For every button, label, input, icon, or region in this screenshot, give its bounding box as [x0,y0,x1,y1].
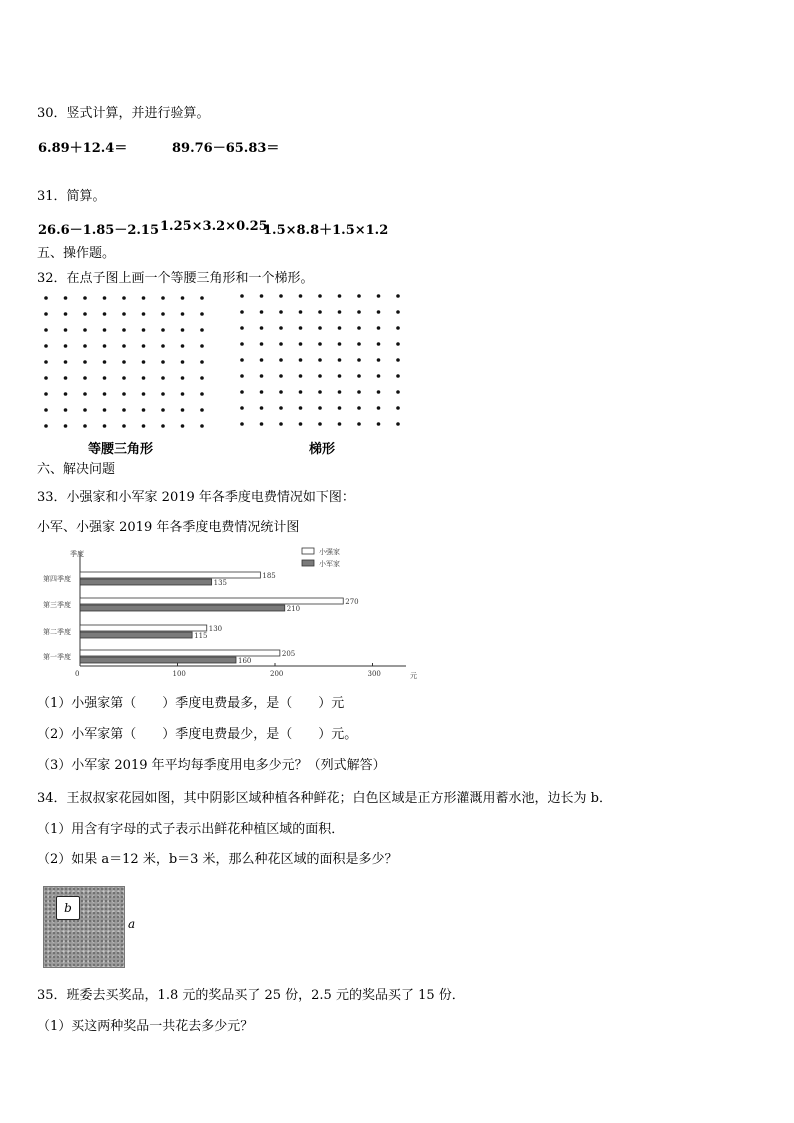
bar-value-label: 185 [262,572,276,580]
grid-dot [396,342,400,346]
grid-dot [240,358,244,362]
legend-label: 小军家 [319,560,340,568]
grid-dot [338,310,342,314]
grid-dot [103,328,107,332]
q31-expr-2: 1.25×3.2×0.25 [160,219,268,234]
grid-dot [103,312,107,316]
grid-dot [299,390,303,394]
grid-dot [279,390,283,394]
grid-dot [181,328,185,332]
grid-dot [44,296,48,300]
grid-dot [279,374,283,378]
grid-dot [142,312,146,316]
category-label: 第一季度 [43,653,71,661]
section-6-heading: 六、解决问题 [37,462,116,477]
grid-dot [318,294,322,298]
grid-dot [338,294,342,298]
grid-dot [299,294,303,298]
bar-xiaojun [80,632,192,638]
section-5-heading: 五、操作题。 [37,246,116,261]
grid-dot [279,406,283,410]
grid-dot [161,360,165,364]
grid-dot [338,422,342,426]
grid-dot [44,392,48,396]
grid-dot [299,358,303,362]
grid-dot [161,408,165,412]
legend-swatch [302,548,314,554]
grid-dot [142,328,146,332]
grid-dot [64,296,68,300]
q34-sub-2: （2）如果 a＝12 米，b＝3 米，那么种花区域的面积是多少？ [37,852,398,867]
grid-dot [318,422,322,426]
legend-label: 小强家 [319,548,340,556]
grid-dot [338,326,342,330]
q35-sub-1: （1）买这两种奖品一共花去多少元？ [37,1019,254,1034]
grid-dot [338,406,342,410]
grid-dot [122,328,126,332]
q31-title: 31．简算。 [37,189,106,204]
category-label: 第四季度 [43,575,71,583]
grid-dot [357,374,361,378]
q34-title: 34．王叔叔家花园如图，其中阴影区域种植各种鲜花；白色区域是正方形灌溉用蓄水池，边长为 b． [37,791,612,806]
grid-dot [377,358,381,362]
grid-dot [44,312,48,316]
grid-dot [377,390,381,394]
grid-dot [200,328,204,332]
grid-dot [338,390,342,394]
grid-dot [200,296,204,300]
grid-dot [318,374,322,378]
dot-grid-left-label: 等腰三角形 [88,442,154,457]
bar-value-label: 115 [194,632,208,640]
grid-dot [103,296,107,300]
grid-dot [181,392,185,396]
bar-value-label: 135 [213,579,227,587]
grid-dot [396,422,400,426]
grid-dot [142,344,146,348]
grid-dot [142,392,146,396]
bar-xiaojun [80,605,285,611]
grid-dot [64,408,68,412]
grid-dot [377,342,381,346]
grid-dot [260,374,264,378]
bar-value-label: 270 [345,598,359,606]
garden-diagram [43,886,125,968]
category-label: 第三季度 [43,601,71,609]
grid-dot [279,326,283,330]
x-tick-label: 0 [75,670,80,678]
grid-dot [64,392,68,396]
q31-expr-1: 26.6－1.85－2.15 [38,223,159,238]
bar-xiaojun [80,657,236,663]
grid-dot [83,408,87,412]
q34-sub-1: （1）用含有字母的式子表示出鲜花种植区域的面积． [37,822,345,837]
y-axis-label: 季度 [70,550,84,558]
grid-dot [357,422,361,426]
grid-dot [142,376,146,380]
grid-dot [200,408,204,412]
grid-dot [64,360,68,364]
grid-dot [260,390,264,394]
grid-dot [83,360,87,364]
category-label: 第二季度 [43,628,71,636]
q33-title: 33．小强家和小军家 2019 年各季度电费情况如下图： [37,490,355,505]
grid-dot [181,360,185,364]
grid-dot [260,342,264,346]
pool-square: b [56,896,80,920]
grid-dot [64,344,68,348]
grid-dot [357,326,361,330]
grid-dot [299,406,303,410]
grid-dot [44,360,48,364]
grid-dot [200,392,204,396]
dot-grid-right[interactable] [236,290,402,430]
q30-expr-1: 6.89＋12.4＝ [38,141,128,156]
grid-dot [64,376,68,380]
grid-dot [240,342,244,346]
bar-value-label: 130 [208,625,223,633]
grid-dot [240,406,244,410]
grid-dot [142,424,146,428]
grid-dot [142,296,146,300]
grid-dot [260,422,264,426]
dot-grid-left[interactable] [40,292,210,432]
grid-dot [318,406,322,410]
grid-dot [181,424,185,428]
grid-dot [161,328,165,332]
grid-dot [83,344,87,348]
grid-dot [181,344,185,348]
grid-dot [44,344,48,348]
grid-dot [161,296,165,300]
grid-dot [396,374,400,378]
grid-dot [103,360,107,364]
grid-dot [377,422,381,426]
grid-dot [161,344,165,348]
grid-dot [377,310,381,314]
grid-dot [318,358,322,362]
grid-dot [318,310,322,314]
grid-dot [161,392,165,396]
grid-dot [240,390,244,394]
grid-dot [64,424,68,428]
grid-dot [200,376,204,380]
grid-dot [103,376,107,380]
grid-dot [200,312,204,316]
x-tick-label: 300 [367,670,381,678]
grid-dot [357,310,361,314]
q35-title: 35．班委去买奖品，1.8 元的奖品买了 25 份，2.5 元的奖品买了 15 份． [37,988,465,1003]
q30-expr-2: 89.76－65.83＝ [172,141,280,156]
grid-dot [377,294,381,298]
grid-dot [103,408,107,412]
grid-dot [122,360,126,364]
grid-dot [338,358,342,362]
grid-dot [260,310,264,314]
grid-dot [299,310,303,314]
grid-dot [240,310,244,314]
grid-dot [260,358,264,362]
x-axis-label: 元 [410,672,417,680]
grid-dot [200,344,204,348]
grid-dot [83,392,87,396]
grid-dot [299,374,303,378]
q32-title: 32．在点子图上画一个等腰三角形和一个梯形。 [37,271,314,286]
grid-dot [279,294,283,298]
grid-dot [122,296,126,300]
grid-dot [122,376,126,380]
grid-dot [279,342,283,346]
grid-dot [357,406,361,410]
grid-dot [240,294,244,298]
grid-dot [44,408,48,412]
grid-dot [181,376,185,380]
grid-dot [260,294,264,298]
grid-dot [396,358,400,362]
electricity-bar-chart [40,544,430,684]
grid-dot [83,312,87,316]
grid-dot [279,310,283,314]
bar-xiaoqiang [80,572,260,578]
grid-dot [83,376,87,380]
grid-dot [142,360,146,364]
grid-dot [83,424,87,428]
grid-dot [83,328,87,332]
grid-dot [122,392,126,396]
grid-dot [200,424,204,428]
grid-dot [44,424,48,428]
grid-dot [240,374,244,378]
q33-sub-3: （3）小军家 2019 年平均每季度用电多少元？（列式解答） [37,758,386,773]
grid-dot [122,312,126,316]
grid-dot [396,406,400,410]
grid-dot [260,406,264,410]
grid-dot [396,294,400,298]
q33-sub-2: （2）小军家第（ ）季度电费最少，是（ ）元。 [37,727,358,742]
bar-xiaoqiang [80,625,207,631]
bar-xiaoqiang [80,650,280,656]
grid-dot [338,374,342,378]
q31-expr-3: 1.5×8.8＋1.5×1.2 [263,223,389,238]
grid-dot [377,326,381,330]
legend-swatch [302,560,314,566]
grid-dot [318,342,322,346]
grid-dot [44,328,48,332]
grid-dot [161,312,165,316]
grid-dot [396,390,400,394]
x-tick-label: 200 [270,670,284,678]
grid-dot [142,408,146,412]
grid-dot [318,390,322,394]
grid-dot [357,358,361,362]
grid-dot [240,326,244,330]
grid-dot [396,326,400,330]
bar-value-label: 210 [286,605,301,613]
q33-sub-1: （1）小强家第（ ）季度电费最多，是（ ）元 [37,696,345,711]
bar-value-label: 205 [281,650,296,658]
grid-dot [122,424,126,428]
grid-dot [64,312,68,316]
grid-dot [64,328,68,332]
bar-xiaoqiang [80,598,343,604]
grid-dot [103,424,107,428]
grid-dot [181,408,185,412]
grid-dot [279,358,283,362]
x-tick-label: 100 [172,670,186,678]
grid-dot [83,296,87,300]
side-a-label: a [128,917,136,931]
grid-dot [396,310,400,314]
grid-dot [357,294,361,298]
dot-grid-right-label: 梯形 [309,442,336,457]
grid-dot [103,392,107,396]
grid-dot [338,342,342,346]
grid-dot [181,296,185,300]
grid-dot [161,424,165,428]
grid-dot [299,422,303,426]
grid-dot [44,376,48,380]
grid-dot [357,390,361,394]
bar-xiaojun [80,579,212,585]
grid-dot [357,342,361,346]
grid-dot [103,344,107,348]
grid-dot [318,326,322,330]
grid-dot [181,312,185,316]
grid-dot [299,326,303,330]
grid-dot [122,344,126,348]
grid-dot [200,360,204,364]
grid-dot [279,422,283,426]
grid-dot [240,422,244,426]
grid-dot [161,376,165,380]
grid-dot [299,342,303,346]
grid-dot [377,374,381,378]
grid-dot [260,326,264,330]
chart-heading: 小军、小强家 2019 年各季度电费情况统计图 [37,520,300,535]
grid-dot [122,408,126,412]
grid-dot [377,406,381,410]
bar-value-label: 160 [238,657,252,665]
q30-title: 30．竖式计算，并进行验算。 [37,106,210,121]
